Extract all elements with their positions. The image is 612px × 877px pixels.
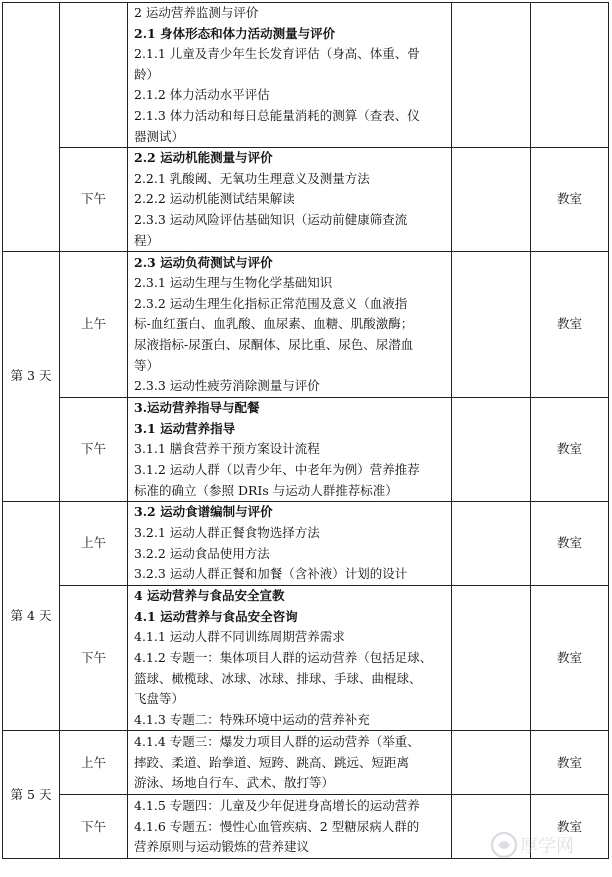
day-cell: 第 4 天	[3, 502, 60, 731]
place-cell	[531, 3, 609, 148]
content-cell	[128, 586, 452, 731]
content-line: 3.2.2 运动食品使用方法	[134, 545, 270, 561]
place-cell: 教室	[531, 502, 609, 586]
place-cell: 教室	[531, 731, 609, 795]
schedule-row	[3, 731, 609, 795]
period-cell: 上午	[60, 731, 128, 795]
content-line: 4.1.4 专题三：爆发力项目人群的运动营养（举重、	[134, 733, 420, 749]
blank-cell	[452, 252, 531, 398]
schedule-row	[3, 148, 609, 252]
content-line: 2.1.1 儿童及青少年生长发育评估（身高、体重、骨	[134, 46, 420, 62]
period-cell: 下午	[60, 586, 128, 731]
content-line: 2.3.2 运动生理生化指标正常范围及意义（血液指	[134, 295, 408, 311]
period-cell: 下午	[60, 148, 128, 252]
content-line: 3.2.3 运动人群正餐和加餐（含补液）计划的设计	[134, 566, 408, 582]
content-line: 2.2.1 乳酸阈、无氧功生理意义及测量方法	[134, 170, 370, 186]
content-line: 营养原则与运动锻炼的营养建议	[134, 839, 310, 855]
content-line: 4 运动营养与食品安全宣教	[134, 588, 285, 604]
content-line: 篮球、橄榄球、冰球、冰球、排球、手球、曲棍球、	[134, 670, 422, 686]
place-cell: 教室	[531, 586, 609, 731]
blank-cell	[452, 148, 531, 252]
schedule-row	[3, 502, 609, 586]
content-line: 3.2.1 运动人群正餐食物选择方法	[134, 525, 320, 541]
content-line: 尿液指标-尿蛋白、尿酮体、尿比重、尿色、尿潜血	[134, 336, 414, 352]
content-cell	[128, 731, 452, 795]
schedule-row	[3, 398, 609, 502]
content-cell	[128, 795, 452, 859]
content-line: 2.2.2 运动机能测试结果解读	[134, 191, 295, 207]
content-line: 飞盘等）	[134, 691, 185, 707]
content-line: 器测试）	[134, 128, 185, 144]
content-line: 2.1.3 体力活动和每日总能量消耗的测算（查表、仪	[134, 107, 420, 123]
content-line: 标准的确立（参照 DRIs 与运动人群推荐标准）	[134, 482, 398, 498]
watermark-text: 厚学网	[520, 836, 574, 857]
content-line: 2.3.1 运动生理与生物化学基础知识	[134, 275, 333, 291]
content-line: 龄）	[134, 66, 160, 82]
content-line: 2.3.3 运动性疲劳消除测量与评价	[134, 378, 320, 394]
place-cell: 教室	[531, 795, 609, 859]
content-line: 2.3.3 运动风险评估基础知识（运动前健康筛查流	[134, 211, 408, 227]
day-cell: 第 5 天	[3, 731, 60, 859]
content-line: 4.1.6 专题五：慢性心血管疾病、2 型糖尿病人群的	[134, 818, 420, 834]
content-line: 等）	[134, 357, 160, 373]
content-line: 2.3 运动负荷测试与评价	[134, 254, 273, 270]
schedule-row	[3, 3, 609, 148]
day-cell: 第 3 天	[3, 252, 60, 502]
content-line: 3.1 运动营养指导	[134, 420, 236, 436]
content-line: 4.1.1 运动人群不同训练周期营养需求	[134, 629, 345, 645]
schedule-row	[3, 586, 609, 731]
content-cell	[128, 252, 452, 398]
place-cell: 教室	[531, 252, 609, 398]
content-line: 摔跤、柔道、跆拳道、短跨、跳高、跳远、短距离	[134, 754, 410, 770]
content-cell	[128, 398, 452, 502]
content-line: 2.1.2 体力活动水平评估	[134, 87, 270, 103]
schedule-row	[3, 252, 609, 398]
blank-cell	[452, 398, 531, 502]
content-line: 标-血红蛋白、血乳酸、血尿素、血糖、肌酸激酶；	[134, 316, 414, 332]
blank-cell	[452, 3, 531, 148]
content-line: 3.1.1 膳食营养干预方案设计流程	[134, 441, 320, 457]
content-line: 程）	[134, 232, 160, 248]
content-line: 3.运动营养指导与配餐	[134, 400, 260, 416]
schedule-table	[2, 2, 609, 859]
content-line: 游泳、场地自行车、武术、散打等）	[134, 775, 335, 791]
content-line: 2.2 运动机能测量与评价	[134, 150, 273, 166]
place-cell: 教室	[531, 148, 609, 252]
blank-cell	[452, 586, 531, 731]
content-line: 4.1 运动营养与食品安全咨询	[134, 608, 298, 624]
content-line: 4.1.2 专题一：集体项目人群的运动营养（包括足球、	[134, 649, 433, 665]
content-line: 3.1.2 运动人群（以青少年、中老年为例）营养推荐	[134, 461, 420, 477]
period-cell	[60, 3, 128, 148]
content-cell	[128, 3, 452, 148]
period-cell: 上午	[60, 252, 128, 398]
place-cell: 教室	[531, 398, 609, 502]
blank-cell	[452, 502, 531, 586]
content-line: 4.1.3 专题二：特殊环境中运动的营养补充	[134, 711, 370, 727]
content-line: 2 运动营养监测与评价	[134, 5, 259, 20]
blank-cell	[452, 731, 531, 795]
content-line: 2.1 身体形态和体力活动测量与评价	[134, 25, 336, 41]
period-cell: 下午	[60, 795, 128, 859]
period-cell: 下午	[60, 398, 128, 502]
content-cell	[128, 148, 452, 252]
period-cell: 上午	[60, 502, 128, 586]
content-line: 3.2 运动食谱编制与评价	[134, 504, 273, 520]
content-cell	[128, 502, 452, 586]
day-cell	[3, 3, 60, 252]
watermark-logo	[488, 825, 598, 865]
content-line: 4.1.5 专题四：儿童及少年促进身高增长的运动营养	[134, 797, 420, 813]
